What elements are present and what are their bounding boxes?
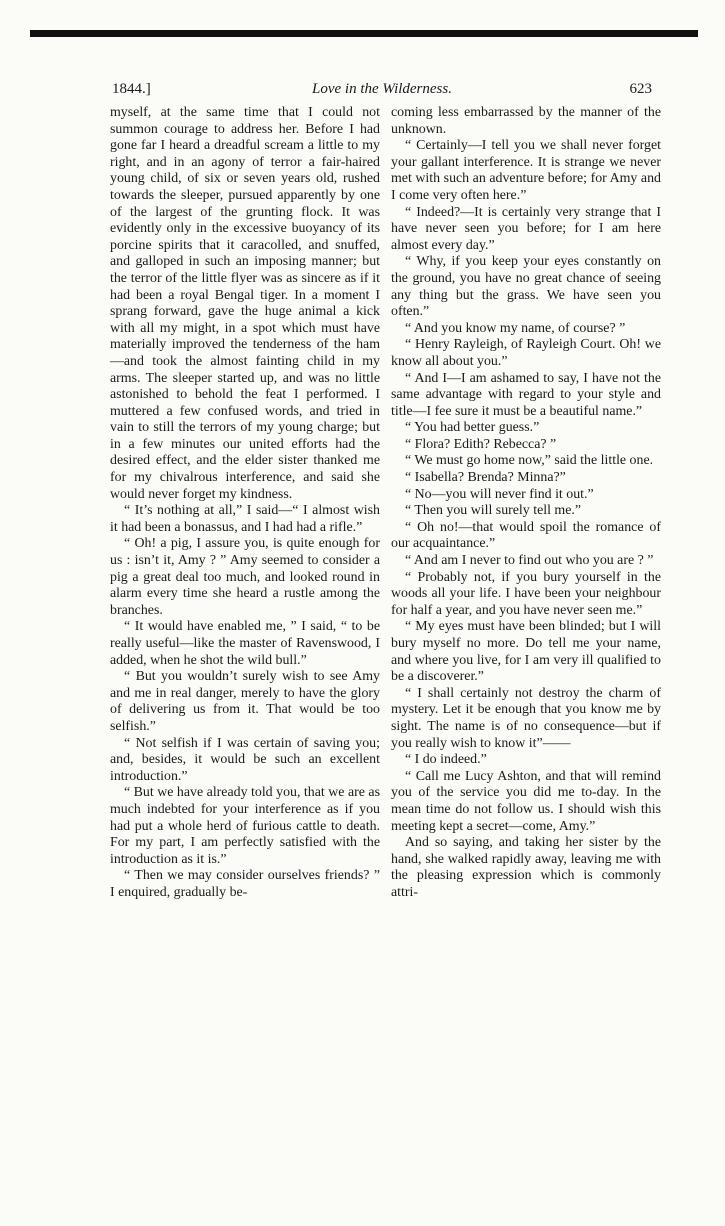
running-header — [112, 81, 652, 105]
paragraph: “ No—you will never find it out.” — [405, 486, 594, 502]
paragraph: “ But you wouldn’t surely wish to see Amy and me in real danger, merely to have the glory of delivering us from it. That would be too selfish.” — [110, 669, 380, 734]
paragraph: “ Isabella? Brenda? Minna?” — [405, 470, 566, 486]
paragraph: “ But we have already told you, that we are as much indebted for your interference as if you had put a whole herd of furious cattle to death. For my part, I am perfectly satisfied with the introduction as it is.” — [110, 785, 380, 867]
header-title: Love in the Wilderness. — [312, 81, 452, 97]
top-rule — [30, 30, 698, 37]
paragraph: “ Then you will surely tell me.” — [405, 503, 582, 519]
paragraph: “ Probably not, if you bury yourself in the woods all your life. I have been your neighbour for half a year, and you have never seen me.” — [391, 569, 661, 618]
paragraph: “ My eyes must have been blinded; but I will bury myself no more. Do tell me your name, and where you live, for I am very ill qualified to be a discoverer.” — [391, 619, 661, 685]
paragraph: “ I do indeed.” — [405, 752, 487, 768]
page-number: 623 — [629, 81, 652, 97]
paragraph: coming less embarrassed by the manner of the unknown. — [391, 105, 661, 137]
paragraph: “ Call me Lucy Ashton, and that will remind you of the service you did me to-day. In the mean time do not follow us. I should wish this meeting kept a secret—come, Amy.” — [391, 768, 661, 834]
paragraph: “ And you know my name, of course? ” — [405, 320, 626, 336]
paragraph: myself, at the same time that I could not summon courage to address her. Before I had gone far I heard a dreadful scream a little to my right, and in an agony of terror a fair-haired young child, of six or seven years old, rushed towards the sleeper, pursued apparently by one of the largest of the grunting flock. It was evidently only in the excessive buoyancy of its porcine spirits that it caracolled, and snuffed, and galloped in such an imposing manner; but the terror of the little flyer was as sincere as if it had been a royal Bengal tiger. In a moment I sprang forward, gave the huge animal a kick with all my might, in a spot which must have materially improved the tenderness of the ham—and took the almost fainting child in my arms. The sleeper started up, and was no little astonished to behold the feat I performed. I muttered a few confused words, and tried in vain to still the terrors of my young charge; but in a few minutes our united efforts had the desired effect, and the elder sister thanked me for my chivalrous interference, and said she would never forget my kindness. — [110, 105, 380, 502]
paragraph: “ And am I never to find out who you are ? ” — [405, 553, 654, 569]
paragraph: “ Certainly—I tell you we shall never forget your gallant interference. It is strange we never met with such an adventure before; for Amy and I come very often here.” — [391, 138, 661, 203]
paragraph: “ Indeed?—It is certainly very strange that I have never seen you before; for I am here almost every day.” — [391, 204, 661, 253]
paragraph: “ And I—I am ashamed to say, I have not the same advantage with regard to your style and title—I fee sure it must be a beautiful name.” — [391, 370, 661, 419]
paragraph: “ It would have enabled me, ” I said, “ to be really useful—like the master of Ravenswood, I added, when he shot the wild bull.” — [110, 619, 380, 668]
paragraph: “ Oh! a pig, I assure you, is quite enough for us : isn’t it, Amy ? ” Amy seemed to consider a pig a great deal too much, and looked round in alarm every time she heard a rustle among the branches. — [110, 536, 380, 618]
paragraph: “ I shall certainly not destroy the charm of mystery. Let it be enough that you know me by sight. The name is of no consequence—but if you really wish to know it”—— — [391, 685, 661, 751]
header-year: 1844.] — [112, 81, 151, 97]
paragraph: “ Oh no!—that would spoil the romance of our acquaintance.” — [391, 519, 661, 552]
left-column — [110, 105, 380, 902]
right-column — [391, 105, 661, 902]
paragraph: “ Not selfish if I was certain of saving you; and, besides, it would be such an excellent introduction.” — [110, 735, 380, 784]
paragraph: “ Then we may consider ourselves friends? ” I enquired, gradually be- — [110, 868, 380, 900]
paragraph: “ We must go home now,” said the little one. — [405, 453, 654, 469]
paragraph: “ Why, if you keep your eyes constantly on the ground, you have no great chance of seeing any thing but the grass. We have seen you often.” — [391, 254, 661, 320]
paragraph: “ It’s nothing at all,” I said—“ I almost wish it had been a bonassus, and I had had a rifle.” — [110, 503, 380, 535]
paragraph: “ Henry Rayleigh, of Rayleigh Court. Oh! we know all about you.” — [391, 337, 661, 369]
paragraph: “ You had better guess.” — [405, 420, 540, 436]
paragraph: “ Flora? Edith? Rebecca? ” — [405, 436, 557, 452]
paragraph: And so saying, and taking her sister by the hand, she walked rapidly away, leaving me with the pleasing expression which is commonly attri- — [391, 835, 661, 900]
